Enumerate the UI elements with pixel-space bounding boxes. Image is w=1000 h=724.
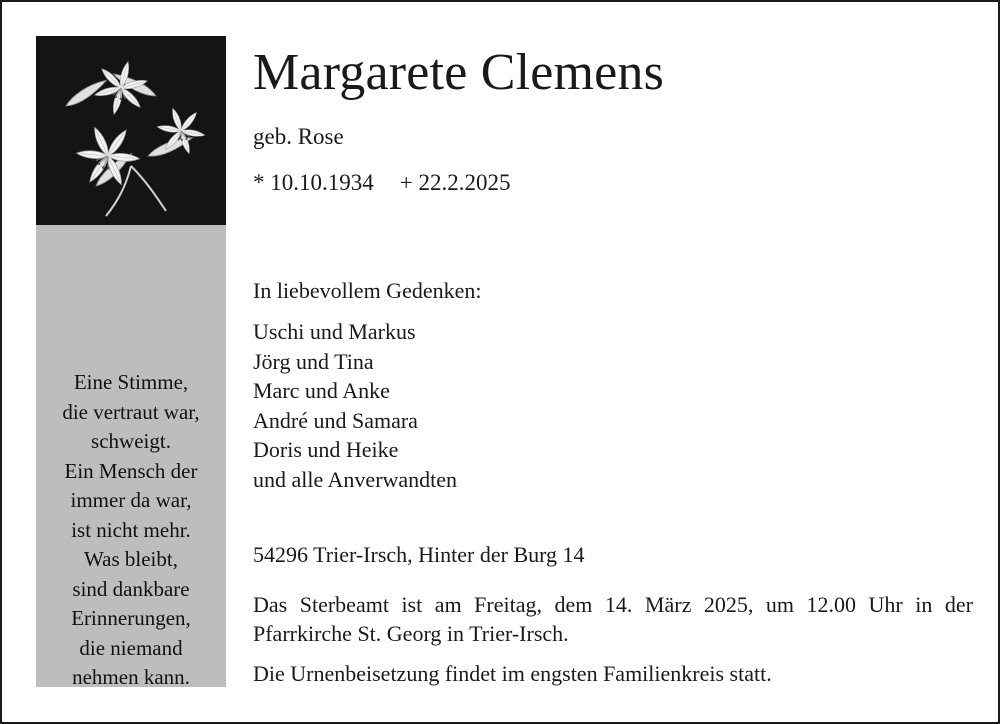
mourner-entry: André und Samara: [253, 407, 418, 433]
mourner-entry: Doris und Heike: [253, 437, 399, 462]
poem-line: schweigt.: [91, 429, 171, 453]
poem: [36, 368, 226, 693]
poem-line: Eine Stimme,: [73, 370, 189, 394]
death-date: + 22.2.2025: [399, 170, 511, 195]
lily-flowers-icon: [36, 36, 226, 225]
poem-line: Erinnerungen,: [71, 606, 191, 630]
mourner-entry: Marc und Anke: [253, 378, 390, 403]
poem-line: sind dankbare: [72, 576, 190, 601]
life-dates: [253, 168, 510, 198]
mourners-intro: In liebevollem Gedenken:: [253, 278, 482, 303]
deceased-name: Margarete Clemens: [253, 44, 665, 101]
family-address: 54296 Trier-Irsch, Hinter der Burg 14: [253, 542, 585, 567]
mourner-entry: Jörg und Tina: [253, 348, 374, 374]
service-notice: Das Sterbeamt ist am Freitag, dem 14. März 2025, um 12.00 Uhr in der Pfarrkirche St. Georg in Trier-Irsch.: [253, 592, 973, 646]
poem-line: immer da war,: [70, 488, 192, 512]
poem-line: nehmen kann.: [72, 665, 190, 689]
sidebar: [36, 36, 226, 687]
birth-date: * 10.10.1934: [253, 170, 374, 195]
burial-notice: Die Urnenbeisetzung findet im engsten Familienkreis statt.: [253, 661, 772, 686]
poem-line: Was bleibt,: [84, 547, 178, 571]
poem-line: die niemand: [79, 635, 183, 660]
mourner-entry: Uschi und Markus: [253, 319, 416, 344]
maiden-name: geb. Rose: [253, 124, 344, 149]
mourner-entry: und alle Anverwandten: [253, 466, 458, 492]
poem-line: Ein Mensch der: [64, 458, 198, 483]
poem-line: ist nicht mehr.: [71, 517, 191, 542]
poem-line: die vertraut war,: [62, 399, 200, 424]
mourners-list: [253, 317, 457, 494]
